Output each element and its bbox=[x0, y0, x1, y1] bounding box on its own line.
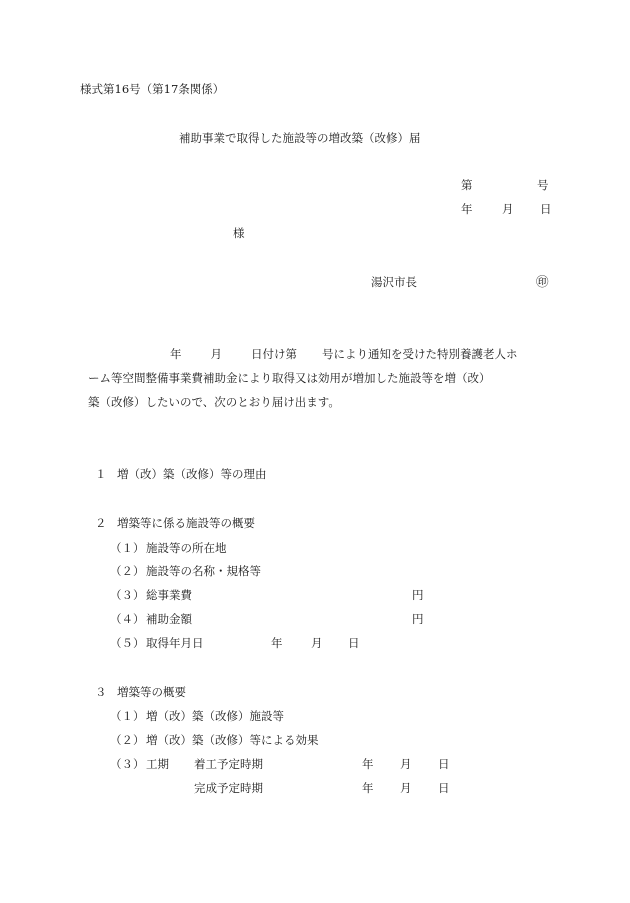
s3-item-1-number: （１） bbox=[110, 709, 145, 723]
s2-item-3-label: 総事業費 bbox=[146, 588, 192, 602]
s3-item-2-number: （２） bbox=[110, 733, 145, 747]
s2-item-2-number: （２） bbox=[110, 564, 145, 578]
section-3-title: 増築等の概要 bbox=[117, 685, 186, 699]
completion-month: 月 bbox=[400, 781, 412, 795]
s2-item-1-number: （１） bbox=[110, 541, 145, 555]
s2-item-2-label: 施設等の名称・規格等 bbox=[146, 564, 261, 578]
s2-item-5-label: 取得年月日 bbox=[146, 636, 204, 650]
intro-line-2: ーム等空間整備事業費補助金により取得又は効用が増加した施設等を増（改） bbox=[88, 371, 491, 385]
doc-number-suffix: 号 bbox=[537, 178, 549, 192]
doc-number-label: 第 bbox=[461, 178, 473, 192]
section-1-number: １ bbox=[95, 467, 107, 481]
s2-item-4-unit: 円 bbox=[412, 612, 424, 626]
s2-item-5-month: 月 bbox=[311, 636, 323, 650]
date-year: 年 bbox=[461, 202, 473, 216]
addressee-suffix: 様 bbox=[233, 226, 245, 240]
s2-item-5-day: 日 bbox=[348, 636, 360, 650]
sender-name: 湯沢市長 bbox=[371, 275, 417, 289]
completion-day: 日 bbox=[438, 781, 450, 795]
s3-item-3-number: （３） bbox=[110, 757, 145, 771]
construction-start-day: 日 bbox=[438, 757, 450, 771]
intro-line-3: 築（改修）したいので、次のとおり届け出ます。 bbox=[88, 395, 340, 409]
s2-item-4-label: 補助金額 bbox=[146, 612, 192, 626]
s2-item-5-year: 年 bbox=[271, 636, 283, 650]
section-1-title: 増（改）築（改修）等の理由 bbox=[117, 467, 267, 481]
section-3-number: ３ bbox=[95, 685, 107, 699]
date-month: 月 bbox=[502, 202, 514, 216]
seal-mark: ㊞ bbox=[536, 274, 549, 289]
s3-item-1-label: 増（改）築（改修）施設等 bbox=[146, 709, 284, 723]
completion-year: 年 bbox=[362, 781, 374, 795]
s3-item-2-label: 増（改）築（改修）等による効果 bbox=[146, 733, 319, 747]
s2-item-5-number: （５） bbox=[110, 636, 145, 650]
s3-item-3-label: 工期 bbox=[146, 757, 169, 771]
s2-item-4-number: （４） bbox=[110, 612, 145, 626]
intro-paragraph bbox=[88, 342, 554, 414]
s2-item-3-number: （３） bbox=[110, 588, 145, 602]
intro-line-1: 年 月 日付け第 号により通知を受けた特別養護老人ホ bbox=[170, 347, 518, 361]
date-day: 日 bbox=[540, 202, 552, 216]
s2-item-1-label: 施設等の所在地 bbox=[146, 541, 227, 555]
completion-label: 完成予定時期 bbox=[194, 781, 263, 795]
form-number: 様式第16号（第17条関係） bbox=[80, 82, 225, 96]
document-title: 補助事業で取得した施設等の増改築（改修）届 bbox=[179, 131, 421, 145]
s2-item-3-unit: 円 bbox=[412, 588, 424, 602]
section-2-title: 増築等に係る施設等の概要 bbox=[117, 516, 255, 530]
construction-start-year: 年 bbox=[362, 757, 374, 771]
construction-start-label: 着工予定時期 bbox=[194, 757, 263, 771]
construction-start-month: 月 bbox=[400, 757, 412, 771]
section-2-number: ２ bbox=[95, 516, 107, 530]
